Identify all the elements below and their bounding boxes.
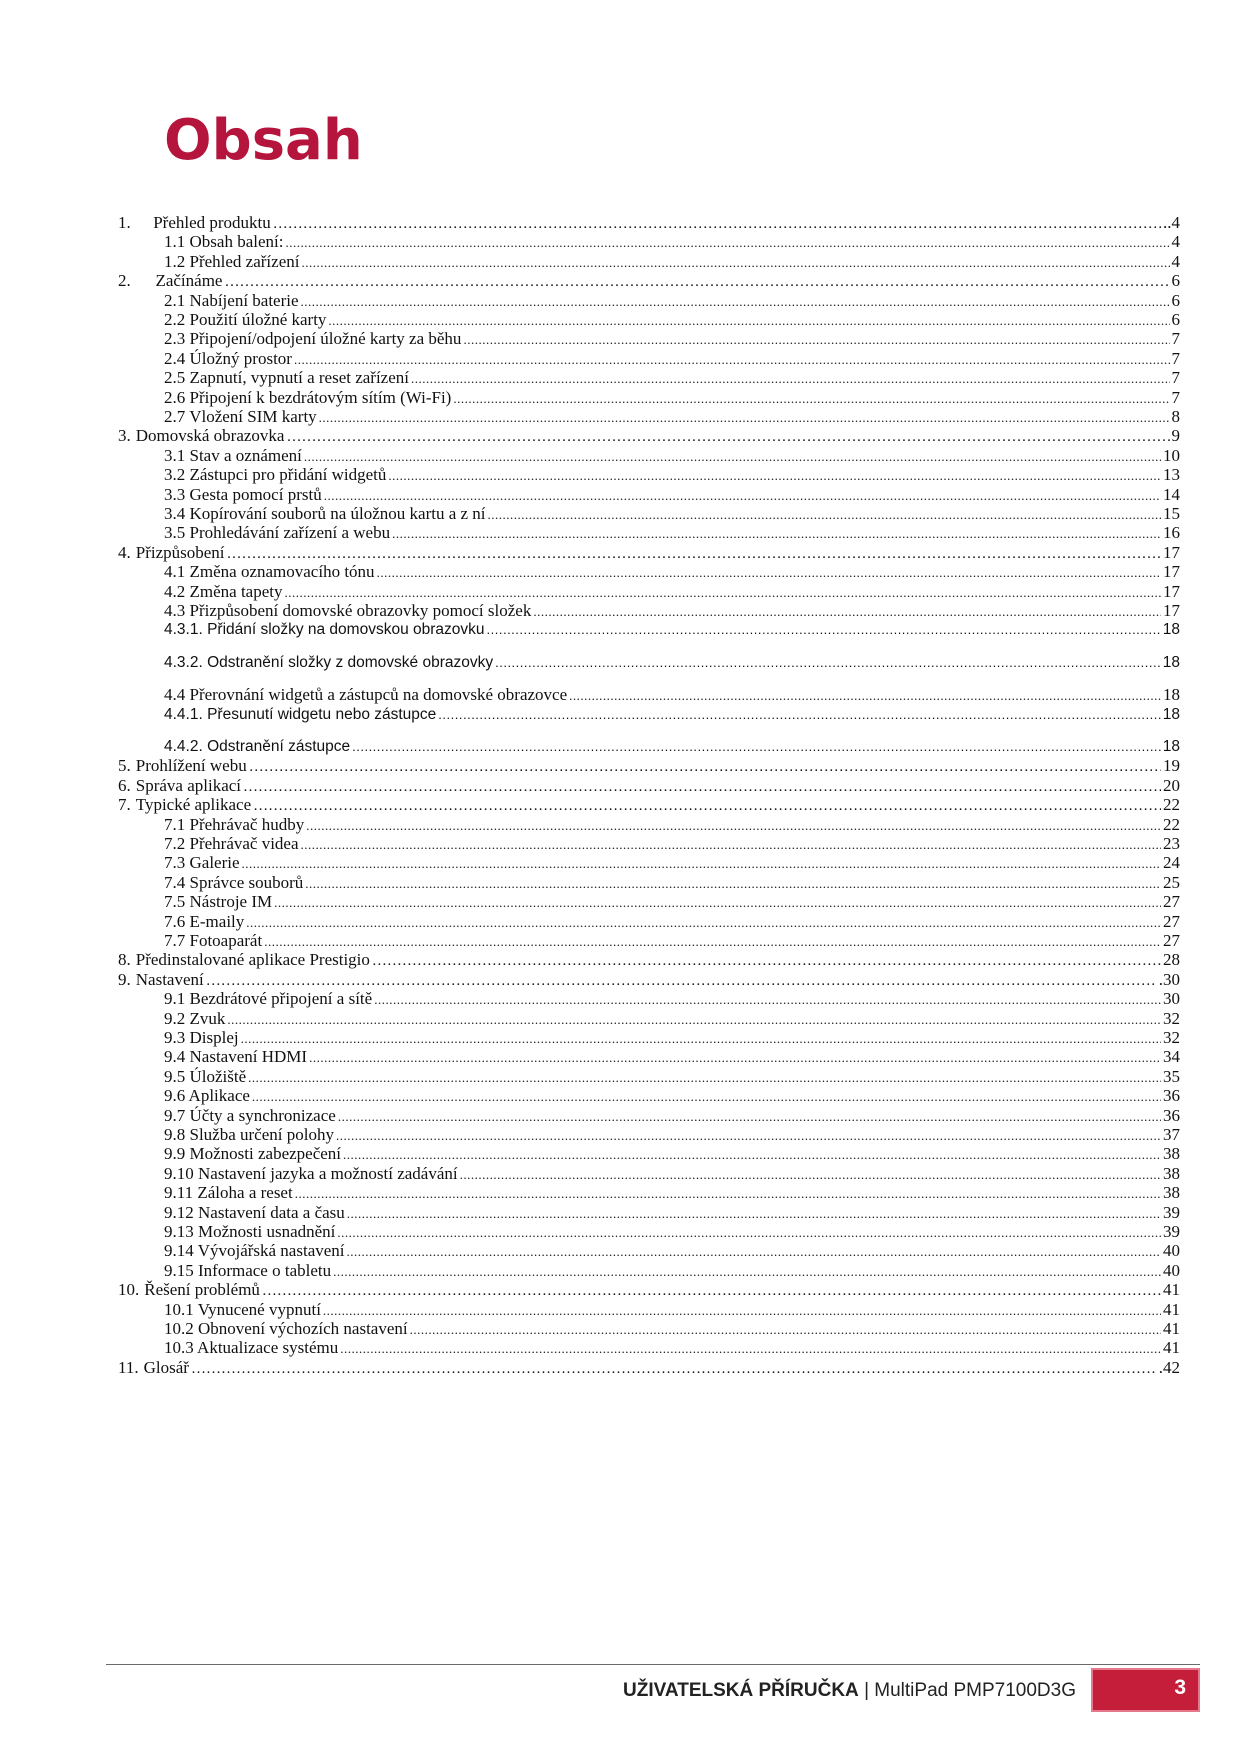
toc-entry-label: 1.2 Přehled zařízení [164, 251, 300, 271]
toc-entry-label: 3.2 Zástupci pro přidání widgetů [164, 465, 387, 485]
toc-entry-label: 3.3 Gesta pomocí prstů [164, 484, 322, 504]
toc-entry-label: 4.3.1. Přidání složky na domovskou obrazovku [164, 621, 485, 639]
toc-entry-page: 28 [1163, 950, 1180, 970]
toc-entry-page: 40 [1163, 1241, 1180, 1261]
toc-entry-page: 13 [1163, 465, 1180, 485]
toc-entry-label: 4.4 Přerovnání widgetů a zástupců na domovské obrazovce [164, 685, 568, 705]
toc-entry-page: 34 [1163, 1047, 1180, 1067]
toc-entry-label: 7.3 Galerie [164, 853, 240, 873]
toc-entry-page: 18 [1162, 621, 1180, 639]
toc-entry-label: 9.9 Možnosti zabezpečení [164, 1144, 342, 1164]
toc-entry-label: 10.3 Aktualizace systému [164, 1338, 339, 1358]
toc-entry-label: 9.1 Bezdrátové připojení a sítě [164, 989, 373, 1009]
toc-entry-label: Glosář [143, 1357, 189, 1377]
toc-entry-label: 3.1 Stav a oznámení [164, 445, 302, 465]
toc-entry-label: 2.1 Nabíjení baterie [164, 290, 299, 310]
toc-entry-label: Typické aplikace [135, 795, 252, 815]
toc-entry-page: 7 [1171, 387, 1180, 407]
toc-entry-page: 37 [1163, 1125, 1180, 1144]
toc-entry-page: 18 [1162, 738, 1180, 755]
toc-entry-label: 9.11 Záloha a reset [164, 1183, 293, 1203]
toc-entry-label: 9.12 Nastavení data a času [164, 1202, 345, 1222]
toc-entry-label: 4.3 Přizpůsobení domovské obrazovky pomocí složek [164, 601, 532, 620]
toc-entry-label: Řešení problémů [144, 1280, 260, 1300]
toc-entry-page: 39 [1163, 1202, 1180, 1222]
toc-entry-label: 9.14 Vývojářská nastavení [164, 1241, 345, 1261]
toc-entry-label: Začínáme [155, 271, 223, 291]
toc-entry[interactable] [164, 704, 1180, 726]
toc-entry-number: 6. [118, 775, 131, 795]
toc-entry-page: 10 [1163, 445, 1180, 465]
toc-entry-page: 22 [1163, 795, 1180, 815]
toc-entry-page: 27 [1163, 931, 1180, 950]
toc-entry-label: 1.1 Obsah balení: [164, 232, 284, 252]
toc-entry-page: 8 [1171, 407, 1180, 426]
toc-entry-label: 7.7 Fotoaparát [164, 931, 263, 950]
toc-entry-label: Nastavení [135, 969, 204, 989]
toc-entry-label: 7.2 Přehrávač videa [164, 834, 299, 853]
toc-entry-page: 38 [1163, 1144, 1180, 1164]
toc-entry-page: 16 [1163, 523, 1180, 543]
toc-entry-label: 10.2 Obnovení výchozích nastavení [164, 1319, 408, 1338]
toc-entry-page: 17 [1163, 581, 1180, 601]
toc-entry-page: .30 [1158, 969, 1180, 989]
toc-entry-label: 9.6 Aplikace [164, 1086, 250, 1106]
toc-entry-page: 4 [1171, 232, 1180, 252]
toc-entry-page: 32 [1163, 1028, 1180, 1047]
toc-entry-label: 2.5 Zapnutí, vypnutí a reset zařízení [164, 368, 409, 388]
toc-entry-page: 41 [1163, 1299, 1180, 1319]
toc-entry-page: 32 [1163, 1008, 1180, 1028]
toc-entry-label: Domovská obrazovka [135, 426, 285, 446]
toc-entry-label: 7.5 Nástroje IM [164, 892, 273, 912]
toc-entry-page: 19 [1163, 756, 1180, 776]
toc-entry-label: 9.13 Možnosti usnadnění [164, 1222, 336, 1241]
toc-entry-label: 3.5 Prohledávání zařízení a webu [164, 523, 391, 543]
toc-entry-label: 9.10 Nastavení jazyka a možností zadávání [164, 1163, 458, 1183]
toc-entry-label: 4.3.2. Odstranění složky z domovské obrazovky [164, 653, 494, 671]
toc-leader-dots [487, 619, 1161, 641]
toc-entry-label: Správa aplikací [135, 775, 242, 795]
toc-entry-page: 27 [1163, 892, 1180, 912]
toc-entry-label: 7.1 Přehrávač hudby [164, 814, 305, 834]
toc-entry[interactable] [118, 1357, 1180, 1379]
toc-entry-page: 27 [1163, 911, 1180, 931]
toc-entry-page: 18 [1162, 705, 1180, 723]
toc-entry-page: 4 [1171, 251, 1180, 271]
toc-entry[interactable] [164, 652, 1180, 674]
toc-entry-page: 7 [1171, 329, 1180, 349]
toc-entry-label: 3.4 Kopírování souborů na úložnou kartu a z ní [164, 504, 486, 523]
toc-entry-label: 2.3 Připojení/odpojení úložné karty za běhu [164, 329, 462, 349]
toc-entry-page: 6 [1171, 271, 1180, 291]
toc-entry-label: 9.2 Zvuk [164, 1008, 226, 1028]
toc-entry-number: 10. [118, 1280, 140, 1300]
toc-entry-page: ..4 [1163, 213, 1180, 232]
toc-entry-page: 41 [1163, 1280, 1180, 1300]
toc-leader-dots [438, 704, 1160, 726]
footer-separator: | [864, 1680, 869, 1701]
toc-entry-page: 36 [1163, 1086, 1180, 1106]
toc-entry-page: 22 [1163, 814, 1180, 834]
toc-entry-label: 9.7 Účty a synchronizace [164, 1105, 336, 1125]
toc-entry-page: .42 [1158, 1357, 1180, 1377]
toc-entry-page: 14 [1163, 484, 1180, 504]
toc-entry-number: 5. [118, 756, 131, 776]
toc-entry-label: 7.4 Správce souborů [164, 872, 304, 892]
toc-entry-number: 2. [118, 271, 131, 291]
page-title: Obsah [164, 108, 363, 173]
footer-product-name: MultiPad PMP7100D3G [874, 1680, 1076, 1701]
toc-entry-page: 41 [1163, 1338, 1180, 1358]
toc-entry-label: 10.1 Vynucené vypnutí [164, 1299, 321, 1319]
toc-entry-label: 4.4.2. Odstranění zástupce [164, 738, 351, 755]
toc-entry-label: 9.3 Displej [164, 1028, 239, 1047]
toc-entry-label: 9.8 Služba určení polohy [164, 1125, 334, 1144]
toc-entry-number: 9. [118, 969, 131, 989]
toc-entry-page: 18 [1162, 653, 1180, 671]
page-number-box [1091, 1668, 1200, 1712]
toc-entry-page: 24 [1163, 853, 1180, 873]
toc-entry-label: 9.15 Informace o tabletu [164, 1260, 332, 1280]
toc-entry-page: 6 [1171, 290, 1180, 310]
toc-entry-label: Přizpůsobení [135, 542, 225, 562]
toc-entry-page: 30 [1163, 989, 1180, 1009]
toc-entry-page: 41 [1163, 1319, 1180, 1338]
toc-entry[interactable] [164, 619, 1180, 641]
toc-entry-number: 8. [118, 950, 131, 970]
toc-entry-page: 25 [1163, 872, 1180, 892]
toc-entry-page: 17 [1163, 562, 1180, 582]
toc-leader-dots [495, 652, 1161, 674]
toc-entry-label: 4.4.1. Přesunutí widgetu nebo zástupce [164, 705, 437, 723]
toc-entry-label: Prohlížení webu [135, 756, 247, 776]
footer-manual-label: UŽIVATELSKÁ PŘÍRUČKA [623, 1680, 859, 1701]
toc-entry-number: 3. [118, 426, 131, 446]
toc-entry-label: Předinstalované aplikace Prestigio [135, 950, 370, 970]
toc-entry-label: 9.5 Úložiště [164, 1066, 247, 1086]
toc-entry-label: 2.6 Připojení k bezdrátovým sítím (Wi-Fi) [164, 387, 452, 407]
toc-entry-label: 7.6 E-maily [164, 911, 245, 931]
toc-entry-label: Přehled produktu [153, 213, 271, 232]
toc-entry-page: 6 [1171, 310, 1180, 329]
toc-entry-label: 9.4 Nastavení HDMI [164, 1047, 308, 1067]
toc-entry-number: 1. [118, 213, 131, 232]
footer-divider [106, 1664, 1200, 1665]
toc-entry-number: 4. [118, 542, 131, 562]
toc-entry-page: 39 [1163, 1222, 1180, 1241]
toc-entry-page: 17 [1163, 601, 1180, 620]
page-number: 3 [1174, 1676, 1186, 1699]
toc-entry-label: 2.2 Použití úložné karty [164, 310, 327, 329]
toc-entry-page: 38 [1163, 1183, 1180, 1203]
toc-entry-page: 38 [1163, 1163, 1180, 1183]
toc-entry-number: 11. [118, 1357, 139, 1377]
toc-entry-page: 9 [1171, 426, 1180, 446]
toc-entry-page: 40 [1163, 1260, 1180, 1280]
toc-entry-page: 36 [1163, 1105, 1180, 1125]
toc-entry-page: 18 [1163, 685, 1180, 705]
toc-entry-label: 2.4 Úložný prostor [164, 348, 292, 368]
toc-entry-page: 20 [1163, 775, 1180, 795]
toc-entry-number: 7. [118, 795, 131, 815]
toc-leader-dots [191, 1357, 1157, 1380]
toc-entry-page: 23 [1163, 834, 1180, 853]
toc-entry-page: 7 [1171, 368, 1180, 388]
toc-entry-page: 15 [1163, 504, 1180, 523]
footer [623, 1676, 1076, 1706]
toc-entry-page: 35 [1163, 1066, 1180, 1086]
toc-entry-label: 2.7 Vložení SIM karty [164, 407, 317, 426]
toc-entry-label: 4.2 Změna tapety [164, 581, 283, 601]
toc-entry-page: 7 [1171, 348, 1180, 368]
toc-entry-page: 17 [1163, 542, 1180, 562]
toc-entry-label: 4.1 Změna oznamovacího tónu [164, 562, 375, 582]
